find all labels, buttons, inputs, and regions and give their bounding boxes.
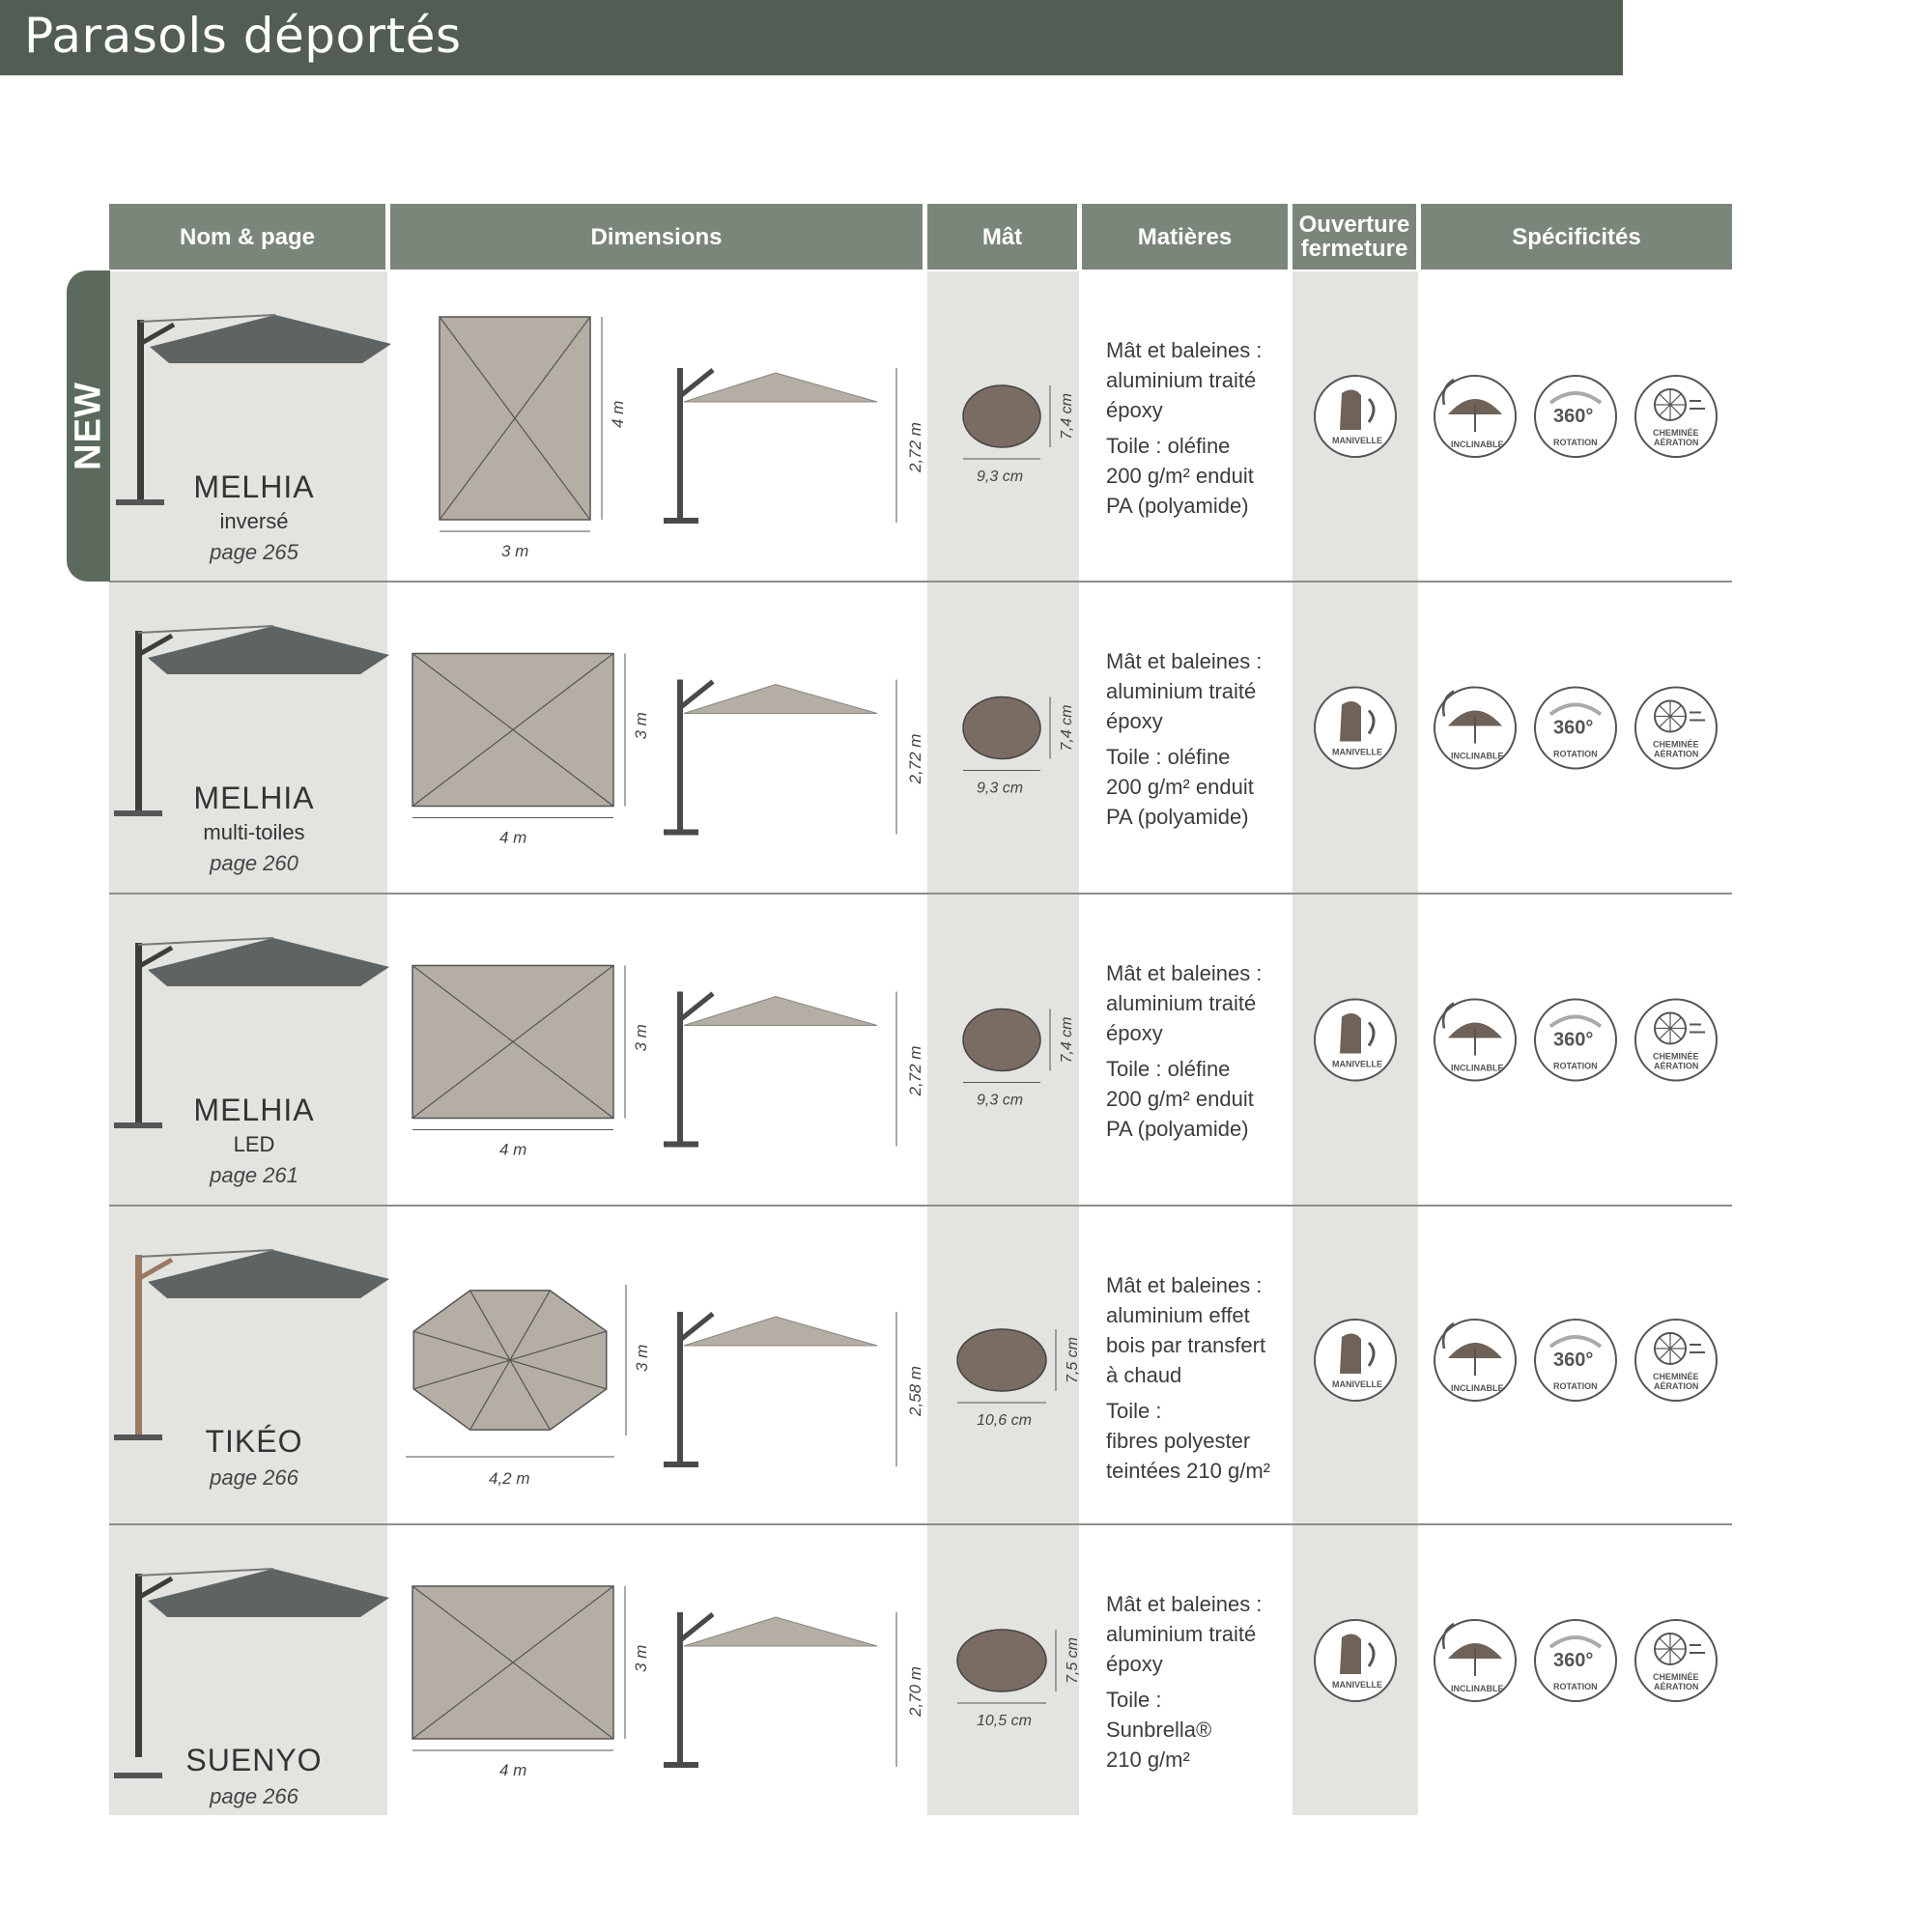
canopy-plan	[412, 1586, 650, 1779]
width-dimension-label: 4 m	[499, 828, 527, 847]
tilt-label: INCLINABLE	[1451, 1383, 1504, 1393]
product-photo	[114, 1250, 389, 1440]
side-mast	[677, 368, 683, 518]
photo-base	[116, 499, 164, 505]
crank-shape	[1340, 1013, 1361, 1054]
materials-line: Mât et baleines :	[1106, 649, 1263, 673]
rotation-icon	[1535, 1620, 1616, 1701]
side-arm	[679, 370, 713, 397]
product-variant: inversé	[219, 509, 289, 533]
materials-line: PA (polyamide)	[1106, 494, 1249, 518]
canopy-plan	[412, 654, 650, 847]
mast-section-ellipse	[957, 1630, 1046, 1691]
materials-line: Toile :	[1106, 1399, 1162, 1423]
side-elevation	[664, 1312, 924, 1467]
canopy-plan	[412, 966, 650, 1159]
depth-dimension-label: 3 m	[633, 1344, 651, 1372]
vent-icon	[1635, 1320, 1717, 1401]
crank-icon	[1315, 688, 1396, 769]
height-dimension-label: 2,72 m	[906, 422, 924, 472]
rotation-label: ROTATION	[1553, 1061, 1598, 1071]
mast-section	[957, 1329, 1081, 1429]
row-drawings	[109, 895, 1732, 1204]
width-dimension-label: 4,2 m	[489, 1469, 530, 1488]
materials-line: PA (polyamide)	[1106, 1117, 1249, 1141]
side-canopy	[684, 373, 877, 402]
crank-icon	[1315, 376, 1396, 457]
header-name: Nom & page	[109, 204, 385, 270]
crank-label: MANIVELLE	[1332, 747, 1383, 757]
side-base	[664, 1762, 698, 1768]
mast-depth-label: 7,4 cm	[1059, 1016, 1075, 1064]
depth-dimension-label: 3 m	[632, 1644, 650, 1672]
canopy-plan	[440, 317, 627, 560]
height-dimension-label: 2,72 m	[906, 733, 924, 784]
tilt-icon	[1435, 688, 1516, 769]
photo-arm	[138, 636, 172, 655]
product-variant: multi-toiles	[203, 820, 305, 844]
materials-line: PA (polyamide)	[1106, 805, 1249, 829]
materials-line: aluminium traité	[1106, 679, 1257, 703]
rotation-degree: 360°	[1553, 1350, 1594, 1371]
crank-shape	[1340, 1634, 1361, 1674]
side-arm	[679, 682, 713, 709]
height-dimension-label: 2,72 m	[906, 1045, 924, 1096]
mast-section-ellipse	[963, 1009, 1040, 1071]
photo-arm	[138, 948, 172, 967]
materials-line: époxy	[1106, 709, 1163, 733]
side-base	[664, 518, 698, 524]
product-name: TIKÉO	[205, 1424, 303, 1459]
side-elevation	[664, 680, 924, 836]
side-arm	[679, 1614, 713, 1641]
mast-section-ellipse	[963, 697, 1040, 759]
photo-arm	[140, 325, 174, 344]
photo-arm	[138, 1260, 172, 1279]
side-base	[664, 1462, 698, 1467]
side-canopy	[684, 685, 877, 714]
mast-diameter-label: 9,3 cm	[977, 780, 1024, 797]
depth-dimension-label: 3 m	[632, 712, 650, 740]
photo-mast	[135, 631, 142, 814]
crank-label: MANIVELLE	[1332, 436, 1383, 445]
photo-mast	[135, 1255, 142, 1438]
materials-line: Toile : oléfine	[1106, 745, 1231, 769]
tilt-label: INCLINABLE	[1451, 751, 1504, 761]
materials-line: aluminium effet	[1106, 1303, 1250, 1327]
materials-line: bois par transfert	[1106, 1333, 1266, 1357]
header-dimensions: Dimensions	[390, 204, 923, 270]
materials-line: Sunbrella®	[1106, 1718, 1212, 1742]
vent-label-2: AÉRATION	[1654, 749, 1699, 759]
page-title: Parasols déportés	[24, 8, 462, 64]
canopy-plan	[406, 1285, 651, 1488]
new-badge	[67, 270, 110, 582]
mast-section-ellipse	[957, 1329, 1046, 1391]
rotation-label: ROTATION	[1553, 438, 1598, 447]
side-mast	[677, 992, 683, 1142]
photo-arm	[138, 1578, 172, 1598]
product-photo	[116, 315, 391, 505]
product-photo	[114, 938, 389, 1128]
side-base	[664, 1142, 698, 1148]
product-variant: LED	[233, 1132, 275, 1156]
materials-line: Mât et baleines :	[1106, 338, 1263, 362]
rotation-icon	[1535, 1320, 1616, 1401]
side-elevation	[664, 1612, 924, 1768]
row-drawings	[109, 271, 1732, 581]
materials-line: teintées 210 g/m²	[1106, 1459, 1270, 1483]
vent-label-1: CHEMINÉE	[1653, 739, 1699, 750]
photo-canopy	[148, 1569, 389, 1617]
rotation-icon	[1535, 1000, 1616, 1081]
materials-line: Toile : oléfine	[1106, 1057, 1231, 1081]
header-materials: Matières	[1082, 204, 1288, 270]
photo-base	[114, 1435, 162, 1440]
side-mast	[677, 680, 683, 830]
mast-depth-label: 7,5 cm	[1065, 1636, 1081, 1684]
crank-icon	[1315, 1320, 1396, 1401]
mast-diameter-label: 10,6 cm	[977, 1412, 1032, 1429]
depth-dimension-label: 4 m	[609, 400, 627, 428]
side-arm	[679, 994, 713, 1021]
crank-label: MANIVELLE	[1332, 1379, 1383, 1389]
rotation-degree: 360°	[1553, 717, 1594, 739]
header-features: Spécificités	[1421, 204, 1732, 270]
product-page: page 261	[210, 1163, 298, 1187]
materials-line: Mât et baleines :	[1106, 961, 1263, 985]
mast-depth-label: 7,4 cm	[1059, 392, 1075, 440]
materials-line: 200 g/m² enduit	[1106, 464, 1254, 488]
materials-line: époxy	[1106, 1652, 1163, 1676]
mast-diameter-label: 9,3 cm	[977, 1092, 1024, 1109]
side-canopy	[684, 1617, 877, 1646]
photo-base	[114, 1773, 162, 1778]
rotation-degree: 360°	[1553, 1029, 1594, 1051]
vent-label-2: AÉRATION	[1654, 438, 1699, 447]
materials-line: Toile :	[1106, 1688, 1162, 1712]
header-mast: Mât	[927, 204, 1077, 270]
tilt-icon	[1435, 376, 1516, 457]
mast-depth-label: 7,5 cm	[1065, 1336, 1081, 1383]
width-dimension-label: 4 m	[499, 1761, 527, 1779]
mast-section	[957, 1630, 1081, 1729]
vent-label-1: CHEMINÉE	[1653, 1672, 1699, 1682]
row-drawings	[109, 1525, 1732, 1834]
materials-line: aluminium traité	[1106, 368, 1257, 392]
row-drawings	[109, 582, 1732, 892]
mast-section	[963, 697, 1075, 797]
materials-line: 200 g/m² enduit	[1106, 775, 1254, 799]
materials-line: à chaud	[1106, 1363, 1182, 1387]
title-bar	[0, 0, 1623, 75]
header-opening-line2: fermeture	[1300, 236, 1408, 262]
crank-shape	[1340, 701, 1361, 742]
materials-line: époxy	[1106, 1021, 1163, 1045]
tilt-label: INCLINABLE	[1451, 1684, 1504, 1693]
vent-icon	[1635, 1620, 1717, 1701]
side-elevation	[664, 368, 924, 524]
mast-section	[963, 385, 1075, 485]
materials-line: Toile : oléfine	[1106, 434, 1231, 458]
side-canopy	[684, 1317, 877, 1346]
vent-icon	[1635, 688, 1717, 769]
mast-diameter-label: 10,5 cm	[977, 1713, 1032, 1729]
vent-label-2: AÉRATION	[1654, 1682, 1699, 1691]
rotation-label: ROTATION	[1553, 749, 1598, 759]
side-mast	[677, 1312, 683, 1462]
mast-diameter-label: 9,3 cm	[977, 469, 1024, 485]
materials-line: 200 g/m² enduit	[1106, 1087, 1254, 1111]
header-opening-line1: Ouverture	[1298, 212, 1410, 238]
vent-label-1: CHEMINÉE	[1653, 1372, 1699, 1381]
mast-section-ellipse	[963, 385, 1040, 447]
product-name: SUENYO	[185, 1743, 323, 1777]
tilt-icon	[1435, 1000, 1516, 1081]
product-page: page 260	[210, 851, 298, 875]
vent-icon	[1635, 1000, 1717, 1081]
width-dimension-label: 4 m	[499, 1140, 527, 1159]
product-name: MELHIA	[193, 1093, 315, 1127]
photo-canopy	[148, 1250, 389, 1298]
side-arm	[679, 1314, 713, 1341]
tilt-icon	[1435, 1620, 1516, 1701]
crank-label: MANIVELLE	[1332, 1059, 1383, 1069]
rotation-degree: 360°	[1553, 406, 1594, 427]
photo-canopy	[148, 626, 389, 674]
photo-mast	[137, 320, 144, 503]
side-base	[664, 830, 698, 836]
rotation-degree: 360°	[1553, 1650, 1594, 1671]
materials-line: époxy	[1106, 398, 1163, 422]
product-page: page 266	[210, 1465, 298, 1490]
tilt-label: INCLINABLE	[1451, 1063, 1504, 1073]
row-drawings	[109, 1207, 1732, 1516]
vent-label-2: AÉRATION	[1654, 1061, 1699, 1071]
photo-base	[114, 810, 162, 816]
crank-icon	[1315, 1620, 1396, 1701]
vent-label-2: AÉRATION	[1654, 1381, 1699, 1391]
vent-label-1: CHEMINÉE	[1653, 1051, 1699, 1062]
product-page: page 266	[210, 1784, 298, 1808]
mast-depth-label: 7,4 cm	[1059, 704, 1075, 752]
product-name: MELHIA	[193, 469, 315, 504]
header-opening	[1293, 204, 1416, 270]
side-canopy	[684, 997, 877, 1026]
product-photo	[114, 626, 389, 816]
depth-dimension-label: 3 m	[632, 1024, 650, 1052]
mast-section	[963, 1009, 1075, 1109]
height-dimension-label: 2,70 m	[906, 1666, 924, 1717]
rotation-icon	[1535, 376, 1616, 457]
crank-shape	[1340, 1333, 1361, 1374]
photo-base	[114, 1122, 162, 1128]
width-dimension-label: 3 m	[501, 542, 529, 560]
rotation-icon	[1535, 688, 1616, 769]
rotation-label: ROTATION	[1553, 1381, 1598, 1391]
photo-mast	[135, 1574, 142, 1757]
vent-icon	[1635, 376, 1717, 457]
product-name: MELHIA	[193, 781, 315, 815]
product-photo	[114, 1569, 389, 1778]
tilt-icon	[1435, 1320, 1516, 1401]
crank-icon	[1315, 1000, 1396, 1081]
photo-canopy	[148, 938, 389, 986]
new-badge-label: NEW	[68, 382, 108, 470]
photo-mast	[135, 943, 142, 1126]
materials-line: 210 g/m²	[1106, 1747, 1190, 1772]
photo-canopy	[150, 315, 391, 363]
materials-line: Mât et baleines :	[1106, 1273, 1263, 1297]
materials-line: fibres polyester	[1106, 1429, 1251, 1453]
side-mast	[677, 1612, 683, 1762]
vent-label-1: CHEMINÉE	[1653, 428, 1699, 438]
materials-line: aluminium traité	[1106, 1622, 1257, 1646]
height-dimension-label: 2,58 m	[906, 1366, 924, 1416]
crank-label: MANIVELLE	[1332, 1680, 1383, 1690]
rotation-label: ROTATION	[1553, 1682, 1598, 1691]
side-elevation	[664, 992, 924, 1148]
crank-shape	[1340, 389, 1361, 430]
materials-line: Mât et baleines :	[1106, 1592, 1263, 1616]
materials-line: aluminium traité	[1106, 991, 1257, 1015]
product-page: page 265	[210, 540, 298, 564]
tilt-label: INCLINABLE	[1451, 440, 1504, 449]
